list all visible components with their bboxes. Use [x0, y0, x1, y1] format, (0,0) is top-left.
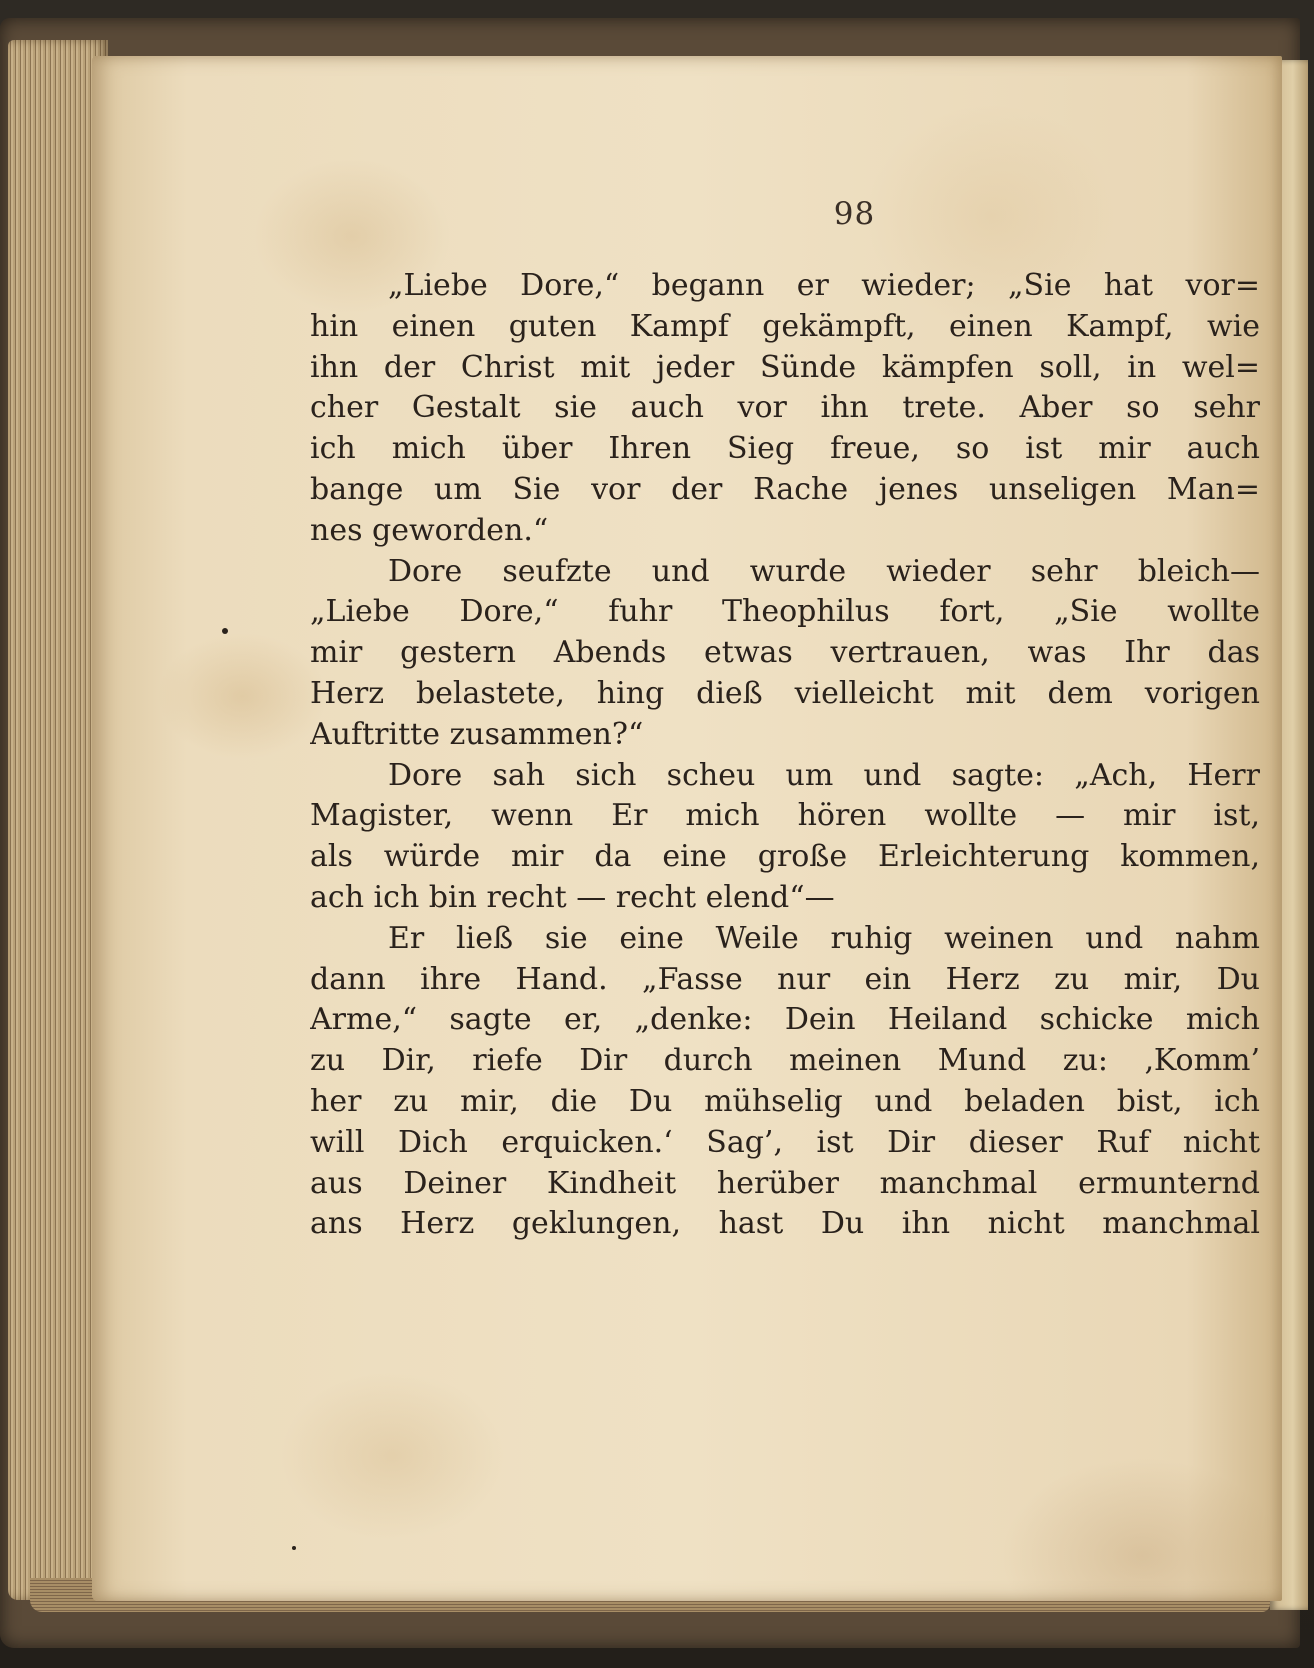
page-number: 98: [833, 196, 876, 232]
text-line: Dore seufzte und wurde wieder sehr bleich—: [388, 553, 1260, 589]
text-line: dann ihre Hand. „Fasse nur ein Herz zu mir, Du: [310, 961, 1260, 997]
text-line: nes geworden.“: [310, 512, 549, 548]
book-page: [92, 56, 1282, 1601]
text-line: mir gestern Abends etwas vertrauen, was Ihr das: [310, 635, 1260, 671]
text-line: Herz belastete, hing dieß vielleicht mit dem vorigen: [310, 675, 1260, 711]
text-line: ihn der Christ mit jeder Sünde kämpfen soll, in wel=: [310, 349, 1260, 385]
text-line: Dore sah sich scheu um und sagte: „Ach, Herr: [388, 757, 1260, 793]
ink-speck: [292, 1546, 296, 1550]
text-line: ans Herz geklungen, hast Du ihn nicht manchmal: [310, 1206, 1260, 1242]
text-line: cher Gestalt sie auch vor ihn trete. Aber so sehr: [310, 390, 1260, 426]
text-line: ich mich über Ihren Sieg freue, so ist mir auch: [310, 431, 1260, 467]
text-line: Magister, wenn Er mich hören wollte — mir ist,: [310, 798, 1260, 834]
text-line: ach ich bin recht — recht elend“—: [310, 879, 835, 915]
text-line: aus Deiner Kindheit herüber manchmal ermunternd: [310, 1165, 1260, 1201]
text-line: „Liebe Dore,“ fuhr Theophilus fort, „Sie wollte: [310, 594, 1260, 630]
text-line: Auftritte zusammen?“: [310, 716, 644, 752]
text-line: „Liebe Dore,“ begann er wieder; „Sie hat vor=: [388, 268, 1260, 303]
text-line: will Dich erquicken.‘ Sag’, ist Dir dieser Ruf nicht: [310, 1124, 1260, 1160]
text-line: Er ließ sie eine Weile ruhig weinen und nahm: [388, 920, 1260, 956]
text-line: Arme,“ sagte er, „denke: Dein Heiland schicke mich: [310, 1002, 1260, 1038]
text-line: als würde mir da eine große Erleichterung kommen,: [310, 839, 1260, 875]
page-text: [310, 266, 1260, 1245]
text-line: bange um Sie vor der Rache jenes unseligen Man=: [310, 471, 1260, 507]
ink-speck: [222, 628, 228, 634]
text-line: zu Dir, riefe Dir durch meinen Mund zu: ‚Komm’: [310, 1043, 1260, 1079]
text-line: her zu mir, die Du mühselig und beladen bist, ich: [310, 1083, 1260, 1119]
text-line: hin einen guten Kampf gekämpft, einen Kampf, wie: [310, 308, 1260, 344]
